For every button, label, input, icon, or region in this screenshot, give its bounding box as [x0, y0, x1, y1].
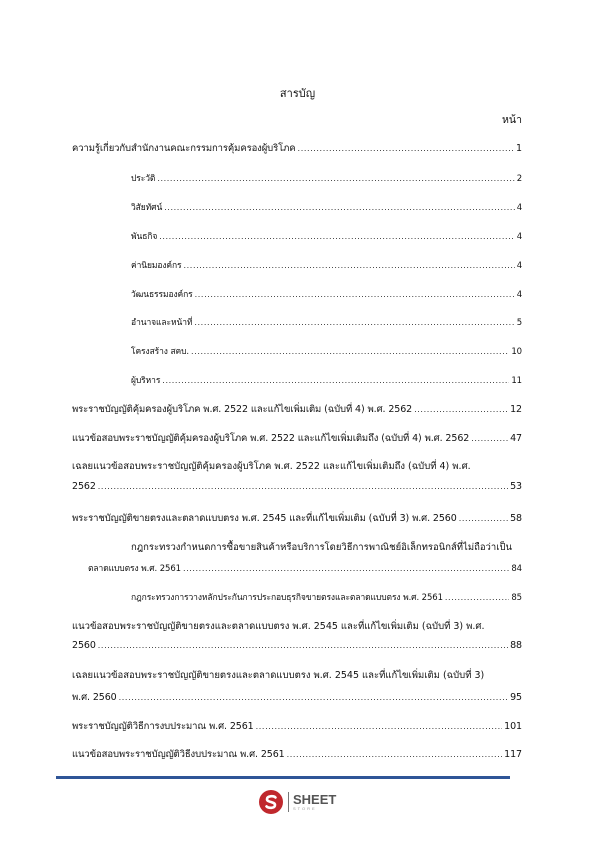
logo-text: SHEET	[293, 792, 337, 807]
toc-entry-title: แนวข้อสอบพระราชบัญญัติวิธีงบประมาณ พ.ศ. 2561	[72, 749, 285, 760]
toc-entry[interactable]	[72, 690, 522, 705]
toc-entry[interactable]	[72, 640, 522, 651]
toc-subentry[interactable]	[131, 287, 522, 301]
page-column-header: หน้า	[502, 114, 522, 126]
toc-entry-title: ผู้บริหาร	[131, 376, 161, 386]
toc-entry-page: 1	[516, 143, 522, 154]
toc-entry-title: พระราชบัญญัติคุ้มครองผู้บริโภค พ.ศ. 2522 และแก้ไขเพิ่มเติม (ฉบับที่ 4) พ.ศ. 2562	[72, 404, 413, 415]
toc-title: สารบัญ	[279, 87, 316, 100]
toc-subentry[interactable]	[131, 171, 522, 185]
toc-subentry[interactable]	[131, 258, 522, 272]
toc-entry-title-line2: 2562	[72, 481, 96, 492]
dot-leader	[184, 261, 515, 270]
toc-entry[interactable]	[72, 747, 522, 762]
toc-entry-title: วิสัยทัศน์	[131, 203, 163, 213]
toc-subentry-title-line1[interactable]: กฎกระทรวงกำหนดการซื้อขายสินค้าหรือบริการโดยวิธีการพาณิชย์อิเล็กทรอนิกส์ที่ไม่ถือว่าเป็น	[131, 542, 512, 553]
dot-leader	[459, 514, 508, 523]
toc-entry-page: 12	[510, 404, 522, 415]
toc-entry-title: วัฒนธรรมองค์กร	[131, 290, 193, 300]
toc-entry-title-line2: พ.ศ. 2560	[72, 692, 117, 703]
toc-entry-title-line1[interactable]: เฉลยแนวข้อสอบพระราชบัญญัติคุ้มครองผู้บริโภค พ.ศ. 2522 และแก้ไขเพิ่มเติมถึง (ฉบับที่ 4) พ.ศ.	[72, 461, 471, 472]
dot-leader	[159, 232, 514, 241]
toc-subentry[interactable]	[88, 561, 522, 575]
toc-entry-page: 2	[516, 174, 522, 184]
toc-entry-title-line2: 2560	[72, 640, 96, 651]
toc-entry[interactable]	[72, 511, 522, 526]
toc-entry[interactable]	[72, 719, 522, 734]
toc-subentry[interactable]	[131, 200, 522, 214]
dot-leader	[98, 641, 508, 650]
toc-entry-title-line2: ตลาดแบบตรง พ.ศ. 2561	[88, 564, 181, 574]
toc-subentry[interactable]	[131, 590, 522, 604]
toc-subentry[interactable]	[131, 344, 522, 358]
footer-rule	[56, 776, 510, 779]
toc-subentry[interactable]	[131, 229, 522, 243]
toc-entry-title: พันธกิจ	[131, 232, 158, 242]
toc-entry-title: กฎกระทรวงการวางหลักประกันการประกอบธุรกิจขายตรงและตลาดแบบตรง พ.ศ. 2561	[131, 593, 443, 603]
toc-entry[interactable]	[72, 431, 522, 446]
toc-entry[interactable]	[72, 402, 522, 417]
toc-entry-page: 4	[516, 232, 522, 242]
toc-entry-page: 101	[504, 721, 522, 732]
dot-leader	[414, 405, 508, 414]
toc-entry-page: 4	[516, 290, 522, 300]
dot-leader	[157, 174, 514, 183]
toc-entry-page: 4	[516, 261, 522, 271]
toc-entry-page: 85	[511, 593, 522, 603]
toc-entry-title-line1[interactable]: เฉลยแนวข้อสอบพระราชบัญญัติขายตรงและตลาดแบบตรง พ.ศ. 2545 และที่แก้ไขเพิ่มเติม (ฉบับที่ 3)	[72, 670, 485, 681]
dot-leader	[119, 693, 508, 702]
toc-entry-title: พระราชบัญญัติวิธีการงบประมาณ พ.ศ. 2561	[72, 721, 254, 732]
toc-entry-title: ความรู้เกี่ยวกับสำนักงานคณะกรรมการคุ้มครองผู้บริโภค	[72, 143, 296, 154]
toc-entry-title: ค่านิยมองค์กร	[131, 261, 182, 271]
dot-leader	[164, 203, 515, 212]
toc-entry-page: 47	[510, 433, 522, 444]
toc-entry-title: อำนาจและหน้าที่	[131, 318, 193, 328]
dot-leader	[194, 318, 514, 327]
logo-subtext: STORE	[293, 806, 317, 811]
toc-entry-page: 53	[510, 481, 522, 492]
toc-entry-page: 58	[510, 513, 522, 524]
toc-entry-page: 5	[516, 318, 522, 328]
toc-subentry[interactable]	[131, 373, 522, 387]
toc-entry-page: 84	[511, 564, 522, 574]
toc-entry-title: พระราชบัญญัติขายตรงและตลาดแบบตรง พ.ศ. 2545 และที่แก้ไขเพิ่มเติม (ฉบับที่ 3) พ.ศ. 2560	[72, 513, 457, 524]
toc-entry[interactable]	[72, 481, 522, 492]
dot-leader	[445, 593, 509, 602]
logo-separator	[288, 792, 289, 812]
dot-leader	[162, 376, 509, 385]
sheet-store-logo	[258, 789, 336, 815]
dot-leader	[195, 290, 515, 299]
dot-leader	[98, 482, 508, 491]
dot-leader	[183, 564, 509, 573]
toc-entry-page: 10	[511, 347, 522, 357]
dot-leader	[256, 722, 503, 731]
dot-leader	[287, 750, 503, 759]
dot-leader	[298, 144, 515, 153]
toc-entry-page: 4	[516, 203, 522, 213]
toc-entry-page: 117	[504, 749, 522, 760]
toc-entry-title: ประวัติ	[131, 174, 156, 184]
logo-s-icon	[258, 789, 284, 815]
toc-entry-page: 11	[511, 376, 522, 386]
toc-entry-title-line1[interactable]: แนวข้อสอบพระราชบัญญัติขายตรงและตลาดแบบตรง พ.ศ. 2545 และที่แก้ไขเพิ่มเติม (ฉบับที่ 3) พ.ศ.	[72, 621, 485, 632]
dot-leader	[471, 434, 508, 443]
toc-entry[interactable]	[72, 141, 522, 156]
toc-entry-page: 95	[510, 692, 522, 703]
toc-entry-title: โครงสร้าง สคบ.	[131, 347, 190, 357]
toc-entry-page: 88	[510, 640, 522, 651]
dot-leader	[191, 347, 509, 356]
toc-entry-title: แนวข้อสอบพระราชบัญญัติคุ้มครองผู้บริโภค พ.ศ. 2522 และแก้ไขเพิ่มเติมถึง (ฉบับที่ 4) พ.ศ. 2562	[72, 433, 470, 444]
toc-subentry[interactable]	[131, 315, 522, 329]
